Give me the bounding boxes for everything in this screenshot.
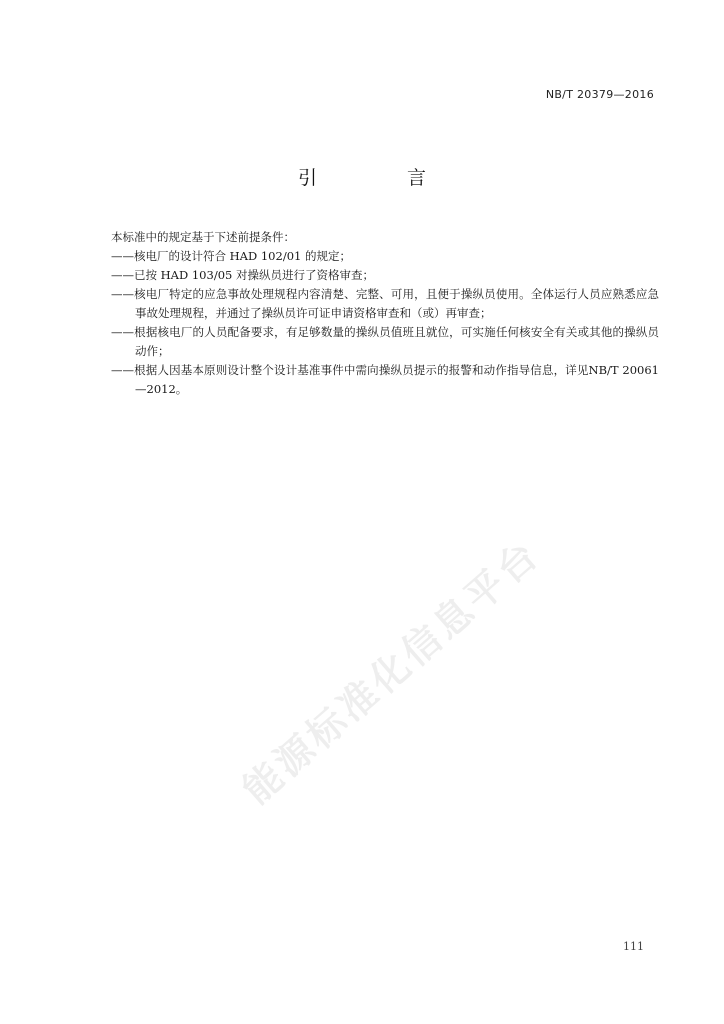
standard-number: NB/T 20379—2016: [545, 88, 654, 101]
body-text: [111, 228, 659, 399]
list-item: ——核电厂的设计符合 HAD 102/01 的规定；: [111, 249, 351, 263]
list-item: ——核电厂特定的应急事故处理规程内容清楚、完整、可用，且便于操纵员使用。全体运行人员应熟悉应急事故处理规程，并通过了操纵员许可证申请资格审查和（或）再审查；: [111, 287, 659, 320]
list-item: ——已按 HAD 103/05 对操纵员进行了资格审查；: [111, 268, 374, 282]
page-title: 引 言: [297, 167, 469, 189]
list-item: ——根据人因基本原则设计整个设计基准事件中需向操纵员提示的报警和动作指导信息，详见NB/T 20061—2012。: [111, 363, 659, 396]
intro-line: 本标准中的规定基于下述前提条件：: [111, 230, 295, 244]
page-number: 111: [623, 940, 644, 953]
list-item: ——根据核电厂的人员配备要求，有足够数量的操纵员值班且就位，可实施任何核安全有关或其他的操纵员动作；: [111, 325, 659, 358]
watermark: 能源标准化信息平台: [234, 531, 549, 813]
